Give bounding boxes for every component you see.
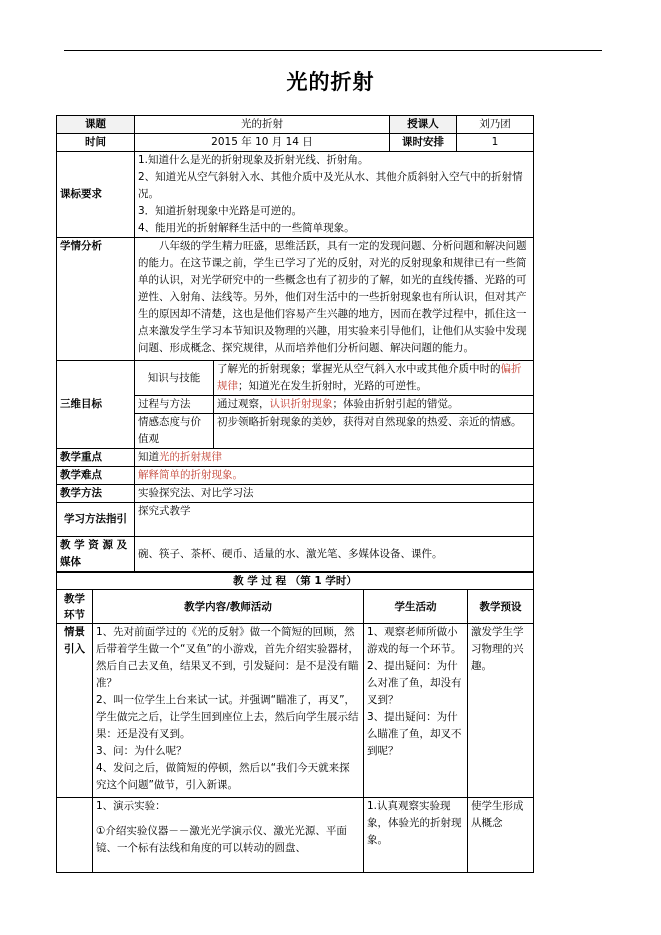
table-row xyxy=(57,624,534,798)
design-cell: 激发学生学习物理的兴趣。 xyxy=(468,624,534,798)
col-content-header: 教学内容/教师活动 xyxy=(93,590,364,624)
key-point-label: 教学重点 xyxy=(57,449,135,467)
goals-label: 三维目标 xyxy=(57,361,135,449)
difficulty-label: 教学难点 xyxy=(57,467,135,485)
process-label: 过程与方法 xyxy=(135,396,214,414)
course-value: 光的折射 xyxy=(135,116,390,134)
period-label: 课时安排 xyxy=(390,134,457,152)
knowledge-highlight: 偏折规律 xyxy=(217,363,522,392)
emotion-text: 初步领略折射现象的美妙，获得对自然现象的热爱、亲近的情感。 xyxy=(214,414,534,449)
method-label: 教学方法 xyxy=(57,485,135,503)
standard-item: 2、知道光从空气斜射入水、其他介质中及光从水、其他介质斜射入空气中的折射情况。 xyxy=(138,171,523,200)
key-point-text: 知道光的折射规律 xyxy=(135,449,534,467)
col-student-header: 学生活动 xyxy=(364,590,468,624)
difficulty-text: 解释简单的折射现象。 xyxy=(135,467,534,485)
learning-label: 学习方法指引 xyxy=(57,503,135,537)
table-row xyxy=(57,798,534,873)
resources-label: 教 学 资 源 及媒体 xyxy=(57,537,135,572)
teacher-value: 刘乃团 xyxy=(457,116,534,134)
col-stage-header: 教学环节 xyxy=(57,590,93,624)
period-value: 1 xyxy=(457,134,534,152)
resources-text: 碗、筷子、茶杯、硬币、适量的水、激光笔、多媒体设备、课件。 xyxy=(135,537,534,572)
student-cell: 1、观察老师所做小游戏的每一个环节。 2、提出疑问：为什么对准了鱼，却没有叉到？ 3、提出疑问：为什么瞄准了鱼，却叉不到呢？ xyxy=(364,624,468,798)
course-label: 课题 xyxy=(57,116,135,134)
lesson-info-table xyxy=(56,115,534,572)
learning-text: 探究式教学 xyxy=(135,503,534,537)
student-cell: 1.认真观察实验现象，体验光的折射现象。 xyxy=(364,798,468,873)
knowledge-text: 了解光的折射现象；掌握光从空气斜入水中或其他介质中时的偏折规律；知道光在发生折射时，光路的可逆性。 xyxy=(214,361,534,396)
teacher-label: 授课人 xyxy=(390,116,457,134)
standard-item: 4、能用光的折射解释生活中的一些简单现象。 xyxy=(138,222,355,234)
method-text: 实验探究法、对比学习法 xyxy=(135,485,534,503)
standards-label: 课标要求 xyxy=(57,152,135,238)
col-design-header: 教学预设 xyxy=(468,590,534,624)
process-text: 通过观察，认识折射现象；体验由折射引起的错觉。 xyxy=(214,396,534,414)
stage-cell: 情景引入 xyxy=(57,624,93,798)
time-value: 2015 年 10 月 14 日 xyxy=(135,134,390,152)
emotion-label: 情感态度与价值观 xyxy=(135,414,214,449)
analysis-label: 学情分析 xyxy=(57,238,135,361)
key-point-highlight: 光的折射规律 xyxy=(159,451,222,463)
content-cell: 1、先对前面学过的《光的反射》做一个简短的回顾，然后带着学生做一个“叉鱼”的小游戏，首先介绍实验器材，然后自己去叉鱼，结果叉不到，引发疑问：是不是没有瞄准？ 2、叫一位学生上台来试一试。并强调“瞄准了，再叉”，学生做完之后，让学生回到座位上去，然后向学生展示结果：还是没有叉到。 3、问：为什么呢？ 4、发问之后，做简短的停顿，然后以“我们今天就来探究这个问题”做节，引入新课。 xyxy=(93,624,364,798)
standard-item: 3．知道折射现象中光路是可逆的。 xyxy=(138,205,303,217)
standard-item: 1.知道什么是光的折射现象及折射光线、折射角。 xyxy=(138,154,369,166)
analysis-text: 八年级的学生精力旺盛，思维活跃，具有一定的发现问题、分析问题和解决问题的能力。在这节课之前，学生已学习了光的反射，对光的反射现象和规律已有一些简单的认识，对光学研究中的一些概念也有了初步的了解，如光的直线传播、光路的可逆性、入射角、法线等。另外，他们对生活中的一些折射现象也有所认识，但对其产生的原因却不清楚，这也是他们容易产生兴趣的地方，因而在教学过程中，抓住这一点来激发学生学习本节知识及物理的兴趣，用实验来引导他们，让他们从实验中发现问题、形成概念、探究规律，从而培养他们分析问题、解决问题的能力。 xyxy=(135,238,534,361)
design-cell: 使学生形成从概念 xyxy=(468,798,534,873)
page-title: 光的折射 xyxy=(286,70,375,94)
stage-cell xyxy=(57,798,93,873)
process-highlight: 认识折射现象 xyxy=(269,398,333,410)
process-heading: 教 学 过 程 （第 1 学时） xyxy=(57,573,534,590)
content-cell: 1、演示实验： ①介绍实验仪器－－激光光学演示仪、激光光源、平面镜、一个标有法线和角度的可以转动的圆盘、 xyxy=(93,798,364,873)
knowledge-label: 知识与技能 xyxy=(135,361,214,396)
header-rule xyxy=(64,50,602,51)
time-label: 时间 xyxy=(57,134,135,152)
standards-content xyxy=(135,152,534,238)
teaching-process-table xyxy=(56,572,534,873)
